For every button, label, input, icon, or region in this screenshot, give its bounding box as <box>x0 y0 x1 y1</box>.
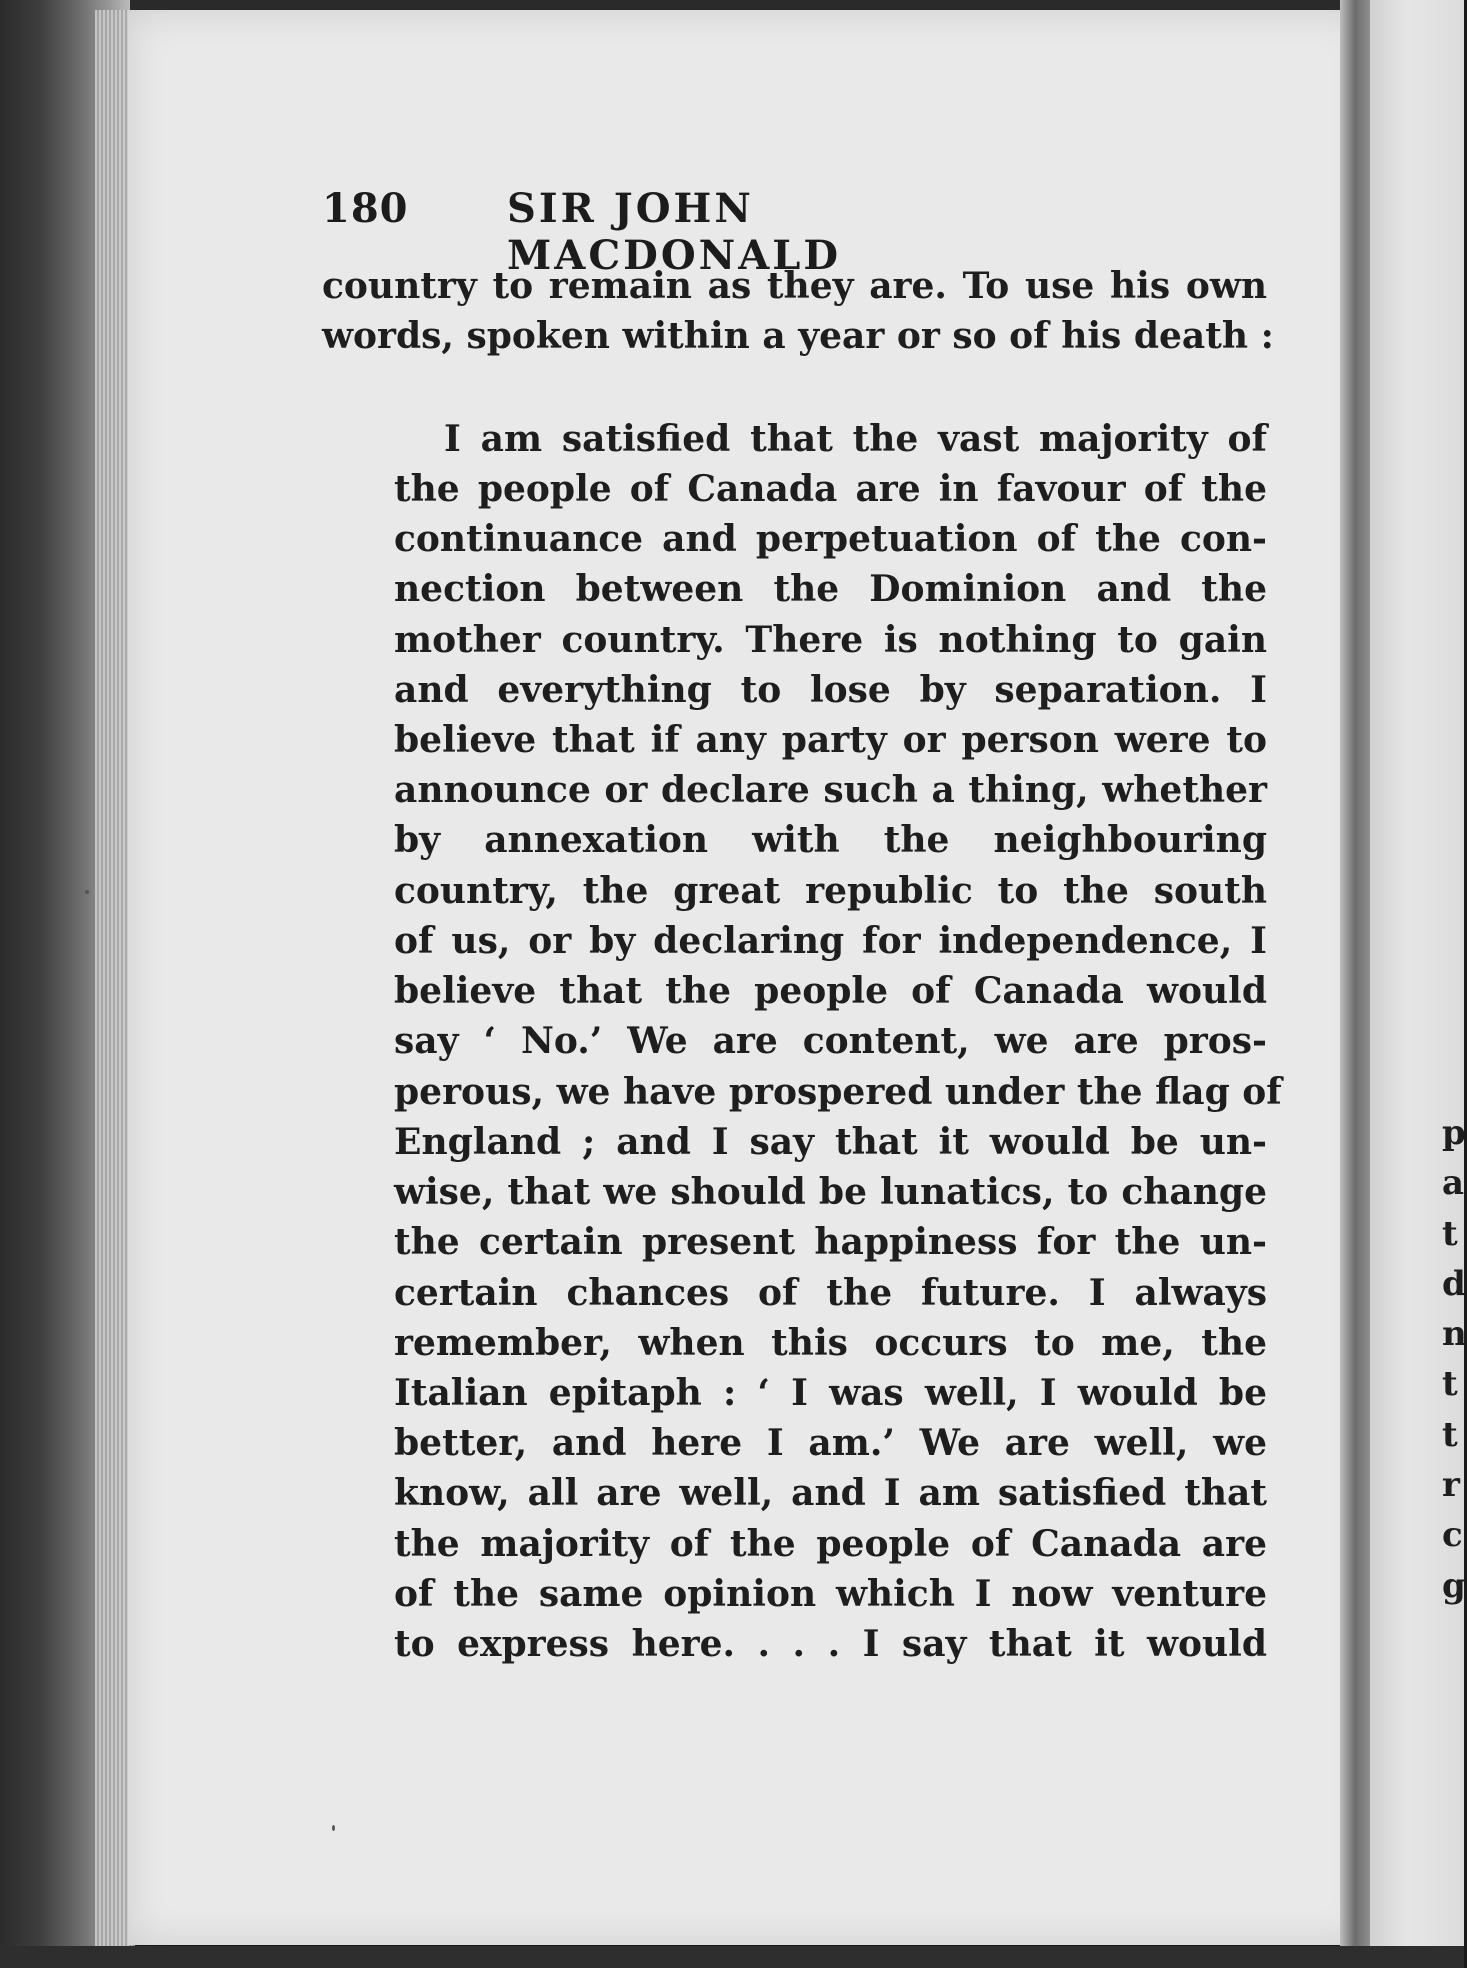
quote-line: and everything to lose by separation. I <box>394 669 1267 711</box>
quote-line: by annexation with the neighbouring <box>394 819 1267 861</box>
quote-line: of the same opinion which I now venture <box>394 1573 1267 1615</box>
intro-line: words, spoken within a year or so of his death : <box>322 315 1274 357</box>
quote-line: I am satisfied that the vast majority of <box>444 418 1267 460</box>
quote-line: Italian epitaph : ‘ I was well, I would be <box>394 1372 1267 1414</box>
quote-line: of us, or by declaring for independence, I <box>394 920 1267 962</box>
quote-line: the certain present happiness for the un- <box>394 1221 1267 1263</box>
quote-line: know, all are well, and I am satisfied that <box>394 1472 1267 1514</box>
quote-line: remember, when this occurs to me, the <box>394 1322 1267 1364</box>
next-page-letter: g <box>1442 1565 1466 1606</box>
quote-line: mother country. There is nothing to gain <box>394 619 1267 661</box>
quote-line: England ; and I say that it would be un- <box>394 1121 1267 1163</box>
book-title: SIR JOHN MACDONALD <box>507 185 842 279</box>
intro-line: country to remain as they are. To use his own <box>322 265 1267 307</box>
quote-line: certain chances of the future. I always <box>394 1272 1267 1314</box>
next-page-letter: d <box>1442 1263 1466 1304</box>
quote-line: to express here. . . . I say that it would <box>394 1623 1267 1665</box>
next-page-letter: t <box>1442 1213 1458 1254</box>
next-page-text-fragment <box>1442 1108 1467 1611</box>
next-page-letter: a <box>1442 1163 1465 1204</box>
quote-line: announce or declare such a thing, whether <box>394 769 1267 811</box>
quote-line: continuance and perpetuation of the con- <box>394 518 1267 560</box>
quote-line: say ‘ No.’ We are content, we are pros- <box>394 1020 1267 1062</box>
scan-bottom-edge <box>0 1946 1464 1968</box>
quote-line: better, and here I am.’ We are well, we <box>394 1422 1267 1464</box>
quote-line: country, the great republic to the south <box>394 870 1267 912</box>
quote-line: the people of Canada are in favour of the <box>394 468 1267 510</box>
scan-speck <box>332 1825 335 1831</box>
quote-line: believe that if any party or person were to <box>394 719 1267 761</box>
quote-line: perous, we have prospered under the flag of <box>394 1071 1282 1113</box>
quote-line: wise, that we should be lunatics, to change <box>394 1171 1267 1213</box>
page-number: 180 <box>322 185 409 232</box>
next-page-letter: n <box>1442 1314 1467 1355</box>
book-gutter <box>1340 0 1370 1968</box>
next-page-letter: r <box>1442 1465 1460 1506</box>
scan-speck <box>85 890 89 894</box>
next-page-letter: c <box>1442 1515 1463 1556</box>
next-page-letter: t <box>1442 1364 1458 1405</box>
next-page-edge <box>1370 0 1467 1968</box>
quote-line: the majority of the people of Canada are <box>394 1523 1267 1565</box>
quote-line: nection between the Dominion and the <box>394 568 1267 610</box>
quote-line: believe that the people of Canada would <box>394 970 1267 1012</box>
next-page-letter: p <box>1442 1113 1466 1153</box>
next-page-letter: t <box>1442 1414 1458 1455</box>
running-head <box>322 185 1082 279</box>
